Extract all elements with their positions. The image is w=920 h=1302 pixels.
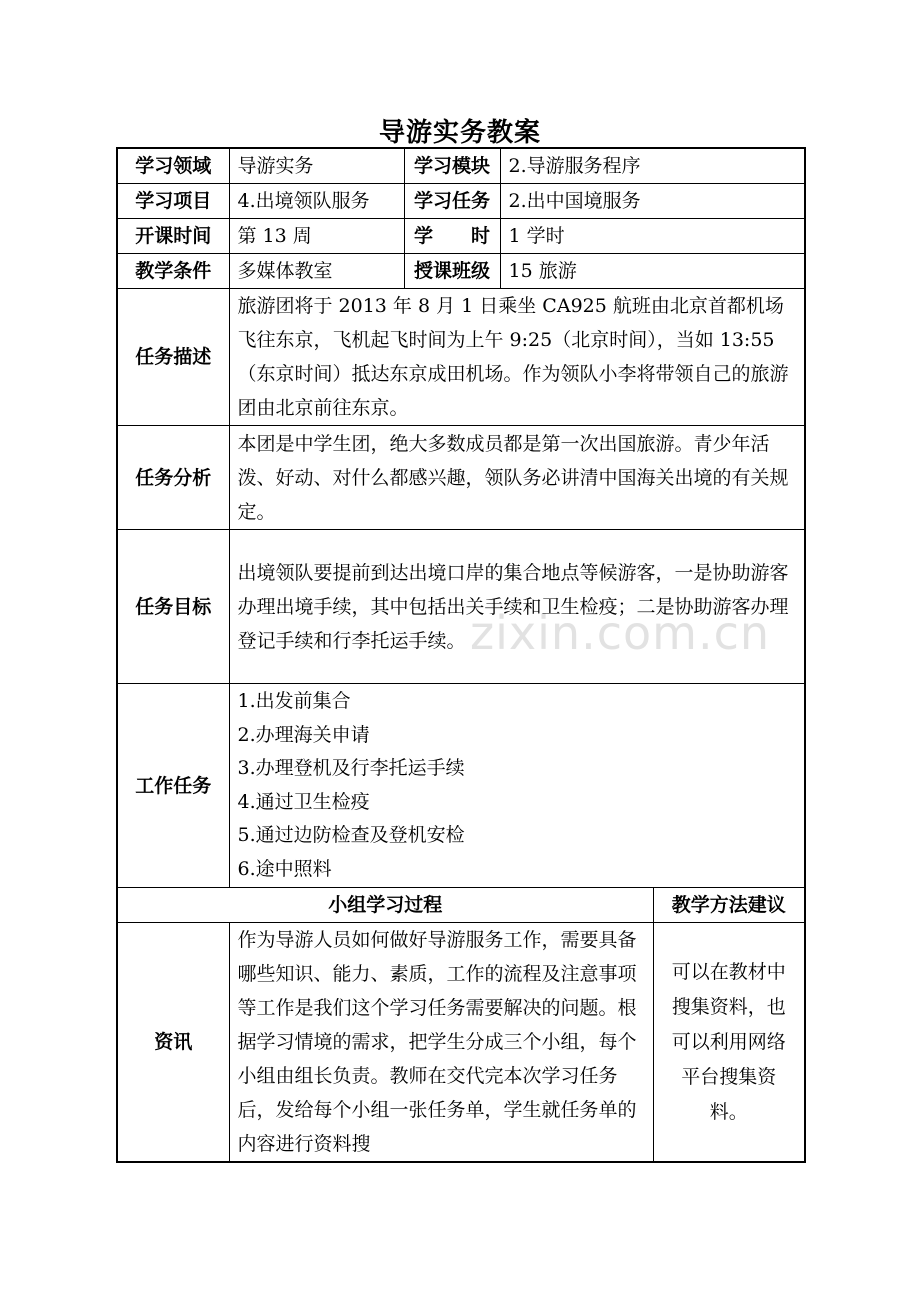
info-value: 1 学时: [500, 219, 805, 254]
info-value: 导游实务: [229, 148, 404, 184]
task-description-label: 任务描述: [117, 289, 229, 426]
info-row: [117, 254, 805, 289]
info-value: 4.出境领队服务: [229, 184, 404, 219]
task-goal-row: [117, 530, 805, 684]
info-value: 第 13 周: [229, 219, 404, 254]
process-header: 小组学习过程: [117, 888, 653, 923]
info-label: 学习领域: [117, 148, 229, 184]
info-label: 教学条件: [117, 254, 229, 289]
lesson-plan-table: [116, 147, 806, 1163]
info-label: 学 时: [404, 219, 500, 254]
task-description-text: 旅游团将于 2013 年 8 月 1 日乘坐 CA925 航班由北京首都机场飞往东京，飞机起飞时间为上午 9:25（北京时间），当如 13:55（东京时间）抵达东京成田机场。作为领队小李将带领自己的旅游团由北京前往东京。: [229, 289, 805, 426]
list-item: 3.办理登机及行李托运手续: [237, 757, 465, 779]
info-value: 多媒体教室: [229, 254, 404, 289]
list-item: 4.通过卫生检疫: [237, 790, 370, 813]
info-stage-row: [117, 923, 805, 1163]
task-goal-label: 任务目标: [117, 530, 229, 684]
work-tasks-label: 工作任务: [117, 684, 229, 888]
work-tasks-list: [229, 684, 805, 888]
info-row: [117, 148, 805, 184]
info-label: 开课时间: [117, 219, 229, 254]
info-value: 2.出中国境服务: [500, 184, 805, 219]
info-row: [117, 219, 805, 254]
list-item: 2.办理海关申请: [237, 723, 370, 746]
info-label: 授课班级: [404, 254, 500, 289]
list-item: 6.途中照料: [237, 857, 332, 880]
info-label: 学习任务: [404, 184, 500, 219]
work-tasks-row: [117, 684, 805, 888]
task-analysis-text: 本团是中学生团，绝大多数成员都是第一次出国旅游。青少年活泼、好动、对什么都感兴趣，领队务必讲清中国海关出境的有关规定。: [229, 426, 805, 530]
page-title: 导游实务教案: [378, 118, 541, 148]
info-stage-label: 资讯: [117, 923, 229, 1163]
info-stage-method: 可以在教材中搜集资料，也可以利用网络平台搜集资料。: [653, 923, 805, 1163]
info-label: 学习项目: [117, 184, 229, 219]
info-value: 2.导游服务程序: [500, 148, 805, 184]
task-analysis-label: 任务分析: [117, 426, 229, 530]
method-header: 教学方法建议: [653, 888, 805, 923]
info-stage-process: 作为导游人员如何做好导游服务工作，需要具备哪些知识、能力、素质，工作的流程及注意事项等工作是我们这个学习任务需要解决的问题。根据学习情境的需求，把学生分成三个小组，每个小组由组长负责。教师在交代完本次学习任务后，发给每个小组一张任务单，学生就任务单的内容进行资料搜: [229, 923, 653, 1163]
list-item: 5.通过边防检查及登机安检: [237, 824, 465, 846]
info-row: [117, 184, 805, 219]
list-item: 1.出发前集合: [237, 690, 351, 712]
task-analysis-row: [117, 426, 805, 530]
info-value: 15 旅游: [500, 254, 805, 289]
task-goal-text: 出境领队要提前到达出境口岸的集合地点等候游客，一是协助游客办理出境手续，其中包括出关手续和卫生检疫；二是协助游客办理登记手续和行李托运手续。: [229, 530, 805, 684]
info-label: 学习模块: [404, 148, 500, 184]
watermark: zixin.com.cn: [470, 606, 771, 660]
section-header-row: [117, 888, 805, 923]
task-description-row: [117, 289, 805, 426]
